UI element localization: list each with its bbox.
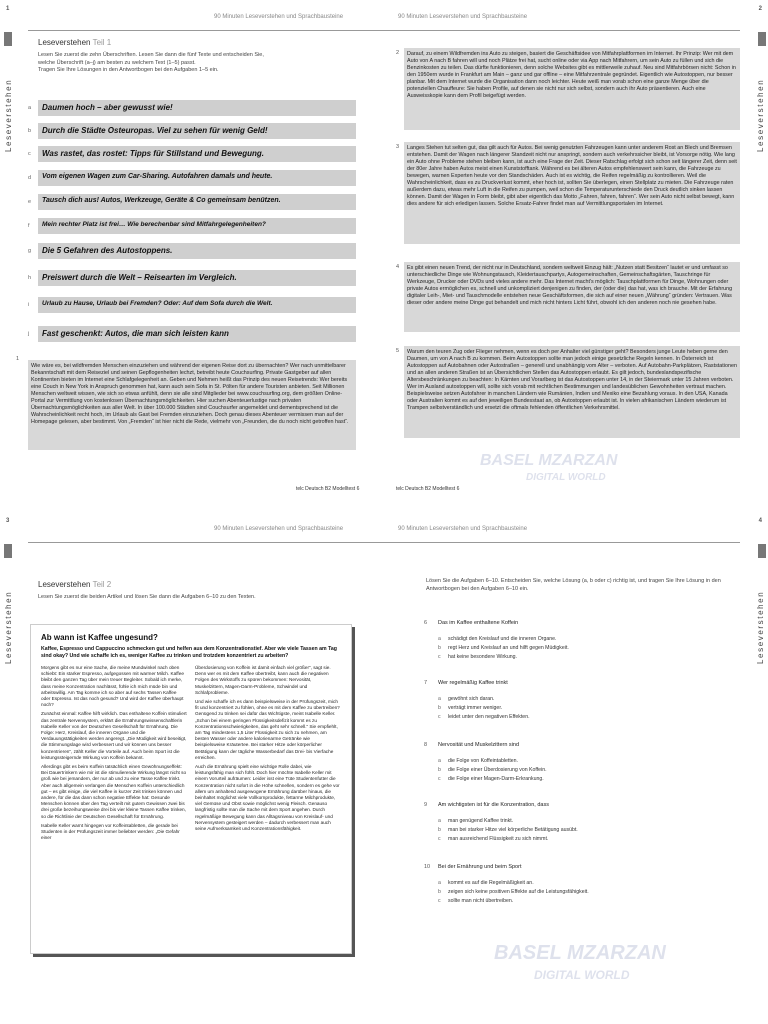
answer-option[interactable]: a die Folge von Koffeintabletten. xyxy=(438,758,518,764)
answer-option[interactable]: a man genügend Kaffee trinkt. xyxy=(438,818,514,824)
answer-option[interactable]: a gewöhnt sich daran. xyxy=(438,696,495,702)
heading-option-i xyxy=(28,297,358,314)
heading-option-d xyxy=(28,170,358,187)
question-text: Wer regelmäßig Kaffee trinkt xyxy=(438,680,508,686)
heading-text: Vom eigenen Wagen zum Car-Sharing. Autofahren damals und heute. xyxy=(38,170,356,186)
text-number: 5 xyxy=(396,348,400,354)
page-number: 1 xyxy=(6,6,10,12)
answer-option[interactable]: c hat keine besondere Wirkung. xyxy=(438,654,517,660)
instructions xyxy=(38,52,358,75)
watermark-subtitle: DIGITAL WORLD xyxy=(526,472,606,483)
heading-option-c xyxy=(28,146,358,163)
heading-option-h xyxy=(28,270,358,287)
side-label: Leseverstehen xyxy=(4,590,13,664)
page-1 xyxy=(0,0,384,512)
heading-text: Durch die Städte Osteuropas. Viel zu sehen für wenig Geld! xyxy=(38,123,356,139)
answer-option[interactable]: c man ausreichend Flüssigkeit zu sich nimmt. xyxy=(438,836,549,842)
page-3 xyxy=(0,512,384,1024)
heading-text: Preiswert durch die Welt – Reisearten im Vergleich. xyxy=(38,270,356,286)
page-number: 2 xyxy=(758,6,762,12)
page-header: 90 Minuten Leseverstehen und Sprachbausteine xyxy=(398,14,528,20)
article-box xyxy=(30,624,352,954)
article-paragraph: Isabelle Keller warnt hingegen vor Koffeintabletten, die gerade bei Studenten in der Prüfungszeit immer beliebter werden: „Die Gefahr einer xyxy=(41,822,180,841)
heading-letter: f xyxy=(28,223,30,229)
heading-text: Die 5 Gefahren des Autostoppens. xyxy=(38,243,356,259)
answer-option[interactable]: b man bei starker Hitze viel körperliche Betätigung ausübt. xyxy=(438,827,578,833)
section-title-text: Leseverstehen xyxy=(38,38,91,47)
page-header: 90 Minuten Leseverstehen und Sprachbausteine xyxy=(214,526,344,532)
side-tab-marker xyxy=(4,544,12,558)
heading-letter: d xyxy=(28,175,32,181)
heading-option-a xyxy=(28,100,358,117)
answer-option[interactable]: c die Folge einer Magen-Darm-Erkrankung. xyxy=(438,776,544,782)
text-number: 2 xyxy=(396,50,400,56)
page-header: 90 Minuten Leseverstehen und Sprachbausteine xyxy=(398,526,528,532)
heading-option-j xyxy=(28,326,358,343)
page-2 xyxy=(384,0,768,512)
article-paragraph: Allerdings gibt es beim Koffein tatsächlich einen Gewöhnungseffekt: Bei Dauertrinkern wie mir ist die stimulierende Wirkung längst nicht so groß wie bei jemandem, der nur ab und zu eine Tasse Kaffee trinkt. Aber auch allgemein verlangen die Menschen Koffein unterschiedlich gut – es gibt einige, die viel Kaffee in kurzer Zeit trinken können und andere, für die das dann schon negative Effekte hat: Gesunde Menschen können über den Tag verteilt mit gutem Gewissen zwei bis drei große bezeihungsweise drei bis vier kleine Tassen Kaffee trinken, so die Richtlinie der Deutschen Gesellschaft für Ernährung. xyxy=(41,764,187,819)
question-number: 7 xyxy=(424,680,428,686)
heading-text: Tausch dich aus! Autos, Werkzeuge, Geräte & Co gemeinsam benützen. xyxy=(38,194,356,210)
heading-letter: g xyxy=(28,248,32,254)
article-paragraph: Überdosierung von Koffein ist damit einfach viel größer“, sagt sie. Denn wer es mit dem Kaffee übertreibt, kann auch die negativen Folgen des Wirkstoffs zu spüren bekommen: Nervosität, Muskelzittern, Magen-Darm-Probleme, Schwindel und Schlafprobleme. xyxy=(195,665,331,695)
question-number: 6 xyxy=(424,620,428,626)
answer-option[interactable]: b verträgt immer weniger. xyxy=(438,705,503,711)
section-title xyxy=(38,580,111,589)
heading-letter: b xyxy=(28,128,32,134)
answer-option[interactable]: b regt Herz und Kreislauf an und hilft gegen Müdigkeit. xyxy=(438,645,569,651)
heading-letter: a xyxy=(28,105,32,111)
side-tab-marker xyxy=(758,32,766,46)
answer-option[interactable]: b die Folge einer Überdosierung von Koffein. xyxy=(438,767,547,773)
question-number: 9 xyxy=(424,802,428,808)
watermark-logo: BASEL MZARZAN xyxy=(480,452,618,469)
answer-option[interactable]: b zeigen sich keine positiven Effekte auf die Leistungsfähigkeit. xyxy=(438,889,589,895)
article-title: Ab wann ist Kaffee ungesund? xyxy=(41,633,158,642)
watermark-logo: BASEL MZARZAN xyxy=(494,942,666,964)
question-text: Am wichtigsten ist für die Konzentration, dass xyxy=(438,802,549,808)
heading-text: Was rastet, das rostet: Tipps für Stillstand und Bewegung. xyxy=(38,146,356,162)
instructions: Lösen Sie die Aufgaben 6–10. Entscheiden Sie, welche Lösung (a, b oder c) richtig ist, und tragen Sie Ihre Lösung in den Antwortbogen bei den Aufgaben 6–10 ein. xyxy=(426,578,721,592)
answer-option[interactable]: a kommt es auf die Regelmäßigkeit an. xyxy=(438,880,534,886)
reading-text-2: Darauf, zu einem Wildfremden ins Auto zu steigen, basiert die Geschäftsidee von Mitfahrplattformen im Internet. Ihr Prinzip: Wer mit dem Auto von A nach B fahren will und noch Plätze frei hat, sucht online oder via App nach Mitfahrern, um sein Auto zu füllen und sich die Benzinkosten zu teilen. Das dürfte funktionieren, denn solche Websites gibt es mittlerweile zuhauf. Neu sind Mitfahrbörsen nicht: Schon in den 1950ern wurde in Frankfurt am Main – ganz und gar offline – eine Mitfahrzentrale gegründet. Eigentlich wie Autostoppen, nur besser planbar. Mit dem Internet wurde die Organisation dann noch leichter. Heute weiß man vorab schon eine ganze Menge über die potenziellen Chauffeure: Sie haben Profile, auf denen sie nicht nur sich selbst, sondern auch ihr Auto präsentieren. Auch eine Ausweisskopie kann dem Profil beigefügt werden. xyxy=(404,48,740,130)
header-rule xyxy=(384,542,740,543)
article-column-left xyxy=(41,665,187,844)
page-number: 3 xyxy=(6,518,10,524)
heading-letter: i xyxy=(28,302,30,308)
article-paragraph: Und wie schaffe ich es dann beispielsweise in der Prüfungszeit, mich fit und konzentriert zu fühlen, ohne es mit dem Kaffee zu übertreiben? Genügend zu trinken sei dafür das Wichtigste, meint Isabelle Keller. „Schon bei einem geringen Flüssigkeitsdefizit kommt es zu Konzentrationsschwierigkeiten, das geht sehr schnell.“ Sie empfiehlt, am Tag mindestens 1,5 Liter Flüssigkeit zu sich zu nehmen, am besten Wasser oder andere kalorienarme Getränke wie beispielsweise Kräutertee. Bei starker Hitze oder körperlicher Betätigung kann der tägliche Wasserbedarf das Drei- bis Vierfache erreichen. xyxy=(195,699,340,760)
question-text: Nervosität und Muskelzittern sind xyxy=(438,742,520,748)
header-rule xyxy=(384,30,740,31)
section-part: Teil 1 xyxy=(92,38,112,47)
text-number: 1 xyxy=(16,356,20,362)
instruction-line: Tragen Sie Ihre Lösungen in den Antwortbogen bei den Aufgaben 1–5 ein. xyxy=(38,67,219,73)
reading-text-5: Warum den teuren Zug oder Flieger nehmen, wenn es doch per Anhalter viel günstiger geht? Besonders junge Leute heben gerne den Daumen, um von A nach B zu kommen. Beim Autostoppen sollte man jedoch einige gesetzliche Regeln kennen. In Österreich ist Autostoppen auf Autobahnen oder Autostraßen – generell und unabhängig vom Alter – verboten. Auf Autobahn-Parkplätzen, Raststationen und an allen anderen Straßen ist an Übersichtlichen Stellen das Autostoppen erlaubt. Es gilt jedoch, bundeslandspezifische Altersbeschränkungen zu beachten: In Kärnten und Vorarlberg ist das Autostoppen unter 14, in der Steiermark unter 15 Jahren verboten. Wer im Ausland autostoppen will, sollte sich vorab mit rechtlichen Bestimmungen und landesüblichen Gewohnheiten vertraut machen. Beispielsweise setzen Autofahrer in manchen Ländern wie Rumänien, Indien und Mexiko eine Bezahlung voraus. In den USA, Kanada oder Australien kommt es auf den jeweiligen Bundesstaat an, ob Autostoppen erlaubt ist. In vielen afrikanischen Ländern wiederum ist Trampen selbstverständlich und ersetzt die oftmals fehlenden öffentlichen Verkehrsmittel. xyxy=(404,346,740,438)
heading-letter: c xyxy=(28,151,31,157)
page-number: 4 xyxy=(758,518,762,524)
reading-text-3: Langes Stehen tut selten gut, das gilt auch für Autos. Bei wenig genutzten Fahrzeugen kann unter anderem Rost an Blech und Bremsen entstehen. Damit der Wagen nach längerer Standzeit nicht nur anspringt, sondern auch verkehrssicher bleibt, ist Vorsorge nötig. Wie lang ein Auto ohne Probleme stehen bleiben kann, ist auch eine Frage der Zeit. Dieser Ratschlag erfolgt sich schon seit längerer Zeit, denn seit der 80er Jahre haben Autos meist einen Kunststofftank. Während es bei älteren Autos empfehlenswert sein kann, die Fahrzeuge zu bewegen, warnen Experten heute vor den Standschäden. Auch ist es wichtig, die Reifen regelmäßig zu kontrollieren. Weil die Wahrscheinlichkeit, dass es zu Druckverlust kommt, eher hoch ist, sollten Sie überlegen, einen Stellplatz zu mieten. Die Fahrzeuge raten außerdem dazu, etwas mehr Luft in die Reifen zu pumpen, weil schon die Temperaturunterschiede den Druck deutlich sinken lassen können. Damit der Wagen in Form bleibt, gibt aber eigentlich das Motto „Fahren, fahren, fahren“. Wer sein Auto nicht selbst bewegt, kann dies andere für sich erledigen lassen. Solche Ersatz-Fahrer findet man auf Vermittlungsportalen im Internet. xyxy=(404,142,740,244)
reading-text-4: Es gibt einen neuen Trend, der nicht nur in Deutschland, sondern weltweit Einzug hält: „Nutzen statt Besitzen“ lautet er und umfasst so unterschiedliche Dinge wie Wohnungstausch, Kleidertauschpartys, Autogemeinschaften, Gemeinschaftsgärten, Tauschringe für Werkzeuge, Drucker oder DVDs und vieles andere mehr. Das Internet macht's möglich: Tauschplattformen für Dinge, Wohnungen oder private Autos ermöglichen es, schnell und unkompliziert denjenigen zu finden, der (oder die) das hat, was ich brauche. Mit der Erfahrung digitaler Leih-, Miet- und Tauschmodelle entstehen neue Geschäftsformen, die sich auf einer neuen „Währung“ gründen: Vertrauen. Was dieser oder andere meine Dinge gut behandelt und mich nicht hinters Licht führt, obwohl ich den anderen noch nie gesehen habe. xyxy=(404,262,740,332)
heading-option-g xyxy=(28,243,358,260)
heading-option-f xyxy=(28,218,358,235)
page-4 xyxy=(384,512,768,1024)
side-label: Leseverstehen xyxy=(756,78,765,152)
instructions: Lesen Sie zuerst die beiden Artikel und lösen Sie dann die Aufgaben 6–10 zu den Texten. xyxy=(38,594,256,600)
article-lead: Kaffee, Espresso und Cappuccino schmecken gut und helfen aus dem Konzentrationstief. Aber wie viele Tassen am Tag sind okay? Und wie schaffe ich es, weniger Kaffee zu trinken und trotzdem konzentriert zu arbeiten? xyxy=(41,646,337,659)
watermark-subtitle: DIGITAL WORLD xyxy=(534,968,630,982)
question-text: Bei der Ernährung und beim Sport xyxy=(438,864,522,870)
article-columns xyxy=(41,665,341,844)
header-rule xyxy=(28,542,384,543)
text-number: 4 xyxy=(396,264,400,270)
question-number: 10 xyxy=(424,864,431,870)
page-footer: telc Deutsch B2 Modelltest 6 xyxy=(396,486,460,492)
page-header: 90 Minuten Leseverstehen und Sprachbausteine xyxy=(214,14,344,20)
heading-option-e xyxy=(28,194,358,211)
heading-text: Fast geschenkt: Autos, die man sich leisten kann xyxy=(38,326,356,342)
question-text: Das im Kaffee enthaltene Koffein xyxy=(438,620,519,626)
heading-option-b xyxy=(28,123,358,140)
heading-letter: e xyxy=(28,199,32,205)
answer-option[interactable]: a schädigt den Kreislauf und die inneren Organe. xyxy=(438,636,557,642)
section-part: Teil 2 xyxy=(92,580,112,589)
article-column-right xyxy=(195,665,341,844)
article-paragraph: Auch die Ernährung spielt eine wichtige Rolle dabei, wie leistungsfähig man sich fühlt. Doch hier möchte Isabelle Keller mit einem Vorurteil aufräumen: Leider isst eine Tüte Studentenfutter die Konzentration nicht sofort in die Höhe schnellen, sondern es gehe vor allem um anhaltend ausgewogene Ernährung darüber hinaus, die beinhaltet möglichst viele Vollkornprodukte, fettarme Milchprodukte, viel Gemüse und Obst sowie möglichst wenig Fleisch. Genauso langfristig sollte man die Sache mit dem Sport angehen. Durch regelmäßige Bewegung kann das Alltagsniveau von Kreislauf- und Nervensystem gesteigert werden – dadurch verbessert man auch seine Aufmerksamkeit und Konzentrationsfähigkeit. xyxy=(195,764,340,832)
instruction-line: welche Überschrift (a–j) am besten zu welchem Text (1–5) passt. xyxy=(38,59,196,66)
side-label: Leseverstehen xyxy=(756,590,765,664)
side-tab-marker xyxy=(4,32,12,46)
heading-text: Mein rechter Platz ist frei… Wie berechenbar sind Mitfahrgelegenheiten? xyxy=(38,218,356,234)
article-paragraph: Morgens gibt es nur eine Sache, die meine Mundwinkel nach oben schiebt: Ein starker Espresso, aufgegossen mit warmer Milch. Kaffee bleibt den ganzen Tag über mein treuer Begleiter. Sobald ich merke, dass meine Konzentration nachlässt, fühle ich mich müde bin und arbeitswillig. Am Tag komme ich so aber auf sechs Tassen Kaffee oder Espresso. Ist das noch gesund? Und wird der Kaffee überhaupt noch? xyxy=(41,665,184,708)
answer-option[interactable]: c leidet unter den negativen Effekten. xyxy=(438,714,530,720)
side-tab-marker xyxy=(758,544,766,558)
page-footer: telc Deutsch B2 Modelltest 6 xyxy=(296,486,360,492)
heading-letter: h xyxy=(28,275,32,281)
article-paragraph: Zunächst einmal: Kaffee hilft wirklich. Das enthaltene Koffein stimuliert das zentrale Nervensystem, erklärt die Ernährungswissenschaftlerin Isabelle Keller von der Deutschen Gesellschaft für Ernährung. Die Folge: Herz, Kreislauf, die inneren Organe und die Verdauungstätigkeiten werden angeregt. „Die Müdigkeit wird beseitigt, die Stimmungslage wird verbessert und wir können uns besser konzentrieren“, zählt Keller die Vorteile auf. Auch beim Sport ist die leistungssteigernde Wirkung von Koffein bekannt. xyxy=(41,711,187,760)
section-title xyxy=(38,38,111,47)
text-number: 3 xyxy=(396,144,400,150)
heading-text: Daumen hoch – aber gewusst wie! xyxy=(38,100,356,116)
heading-letter: j xyxy=(28,331,30,337)
question-number: 8 xyxy=(424,742,428,748)
reading-text-1: Wie wäre es, bei wildfremden Menschen einzuziehen und während der eigenen Reise dort zu übernachten? Wer nach unmittelbarer Bekanntschaft mit dem Reiseziel und seinen Gepflogenheiten lechzt, betreibt heute Couchsurfing. Private Gastgeber auf allen Kontinenten bieten im Internet eine Schlafgelegenheit an. Geben und Nehmen heißt das Prinzip des neuen Reisetrends: Wer bereits eine Couch in New York in Anspruch genommen hat, kann auch sein Sofa in St. Pölten für andere Touristen anbieten. Seit Millionen Menschen weltweit wissen, wie sich so etwas anfühlt, denn sie alle sind Mitglieder bei www.couchsurfing.org, dem größten Online-Portal zur Vermittlung von kostenlosen Übernachtungsmöglichkeiten. Hier suchen Abenteuerlustige nach privaten Übernachtungsmöglichkeiten aus aller Welt. In über 100.000 Städten sind Couchsurfer angemeldet und dementsprechend ist die Wahrscheinlichkeit recht hoch, im Urlaub als Gast bei Fremden einzuziehen. Doch genau dieses Abenteuer vermissen man auf der Homepage gelesen, aber bestimmt. Von „Fremden“ ist hier nicht die Rede, vielmehr von „Freunden, die du noch nicht getroffen hast“. xyxy=(28,360,356,450)
section-title-text: Leseverstehen xyxy=(38,580,91,589)
heading-text: Urlaub zu Hause, Urlaub bei Fremden? Oder: Auf dem Sofa durch die Welt. xyxy=(38,297,356,313)
instruction-line: Lesen Sie zuerst die zehn Überschriften. Lesen Sie dann die fünf Texte und entscheiden Sie, xyxy=(38,52,264,58)
side-label: Leseverstehen xyxy=(4,78,13,152)
answer-option[interactable]: c sollte man nicht übertreiben. xyxy=(438,898,514,904)
header-rule xyxy=(28,30,384,31)
